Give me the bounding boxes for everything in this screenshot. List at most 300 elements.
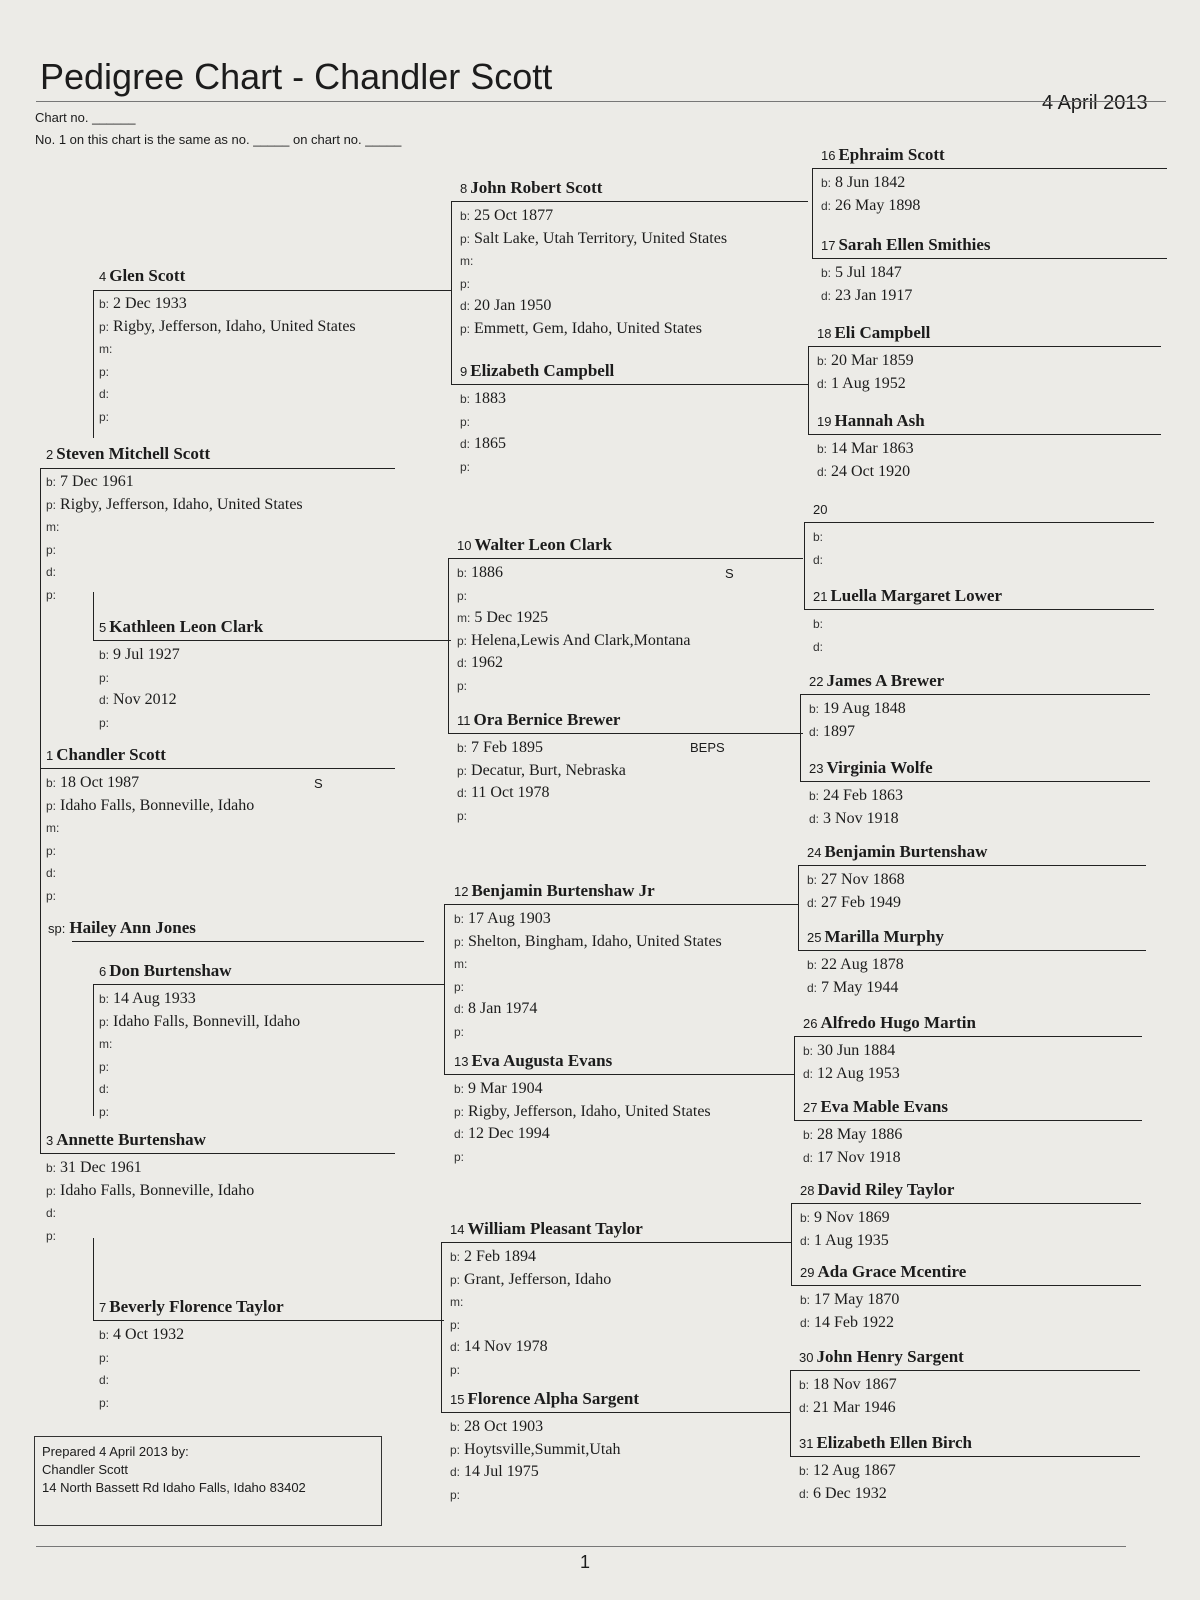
- person-name-text: Benjamin Burtenshaw: [824, 842, 988, 861]
- source-tag-10: S: [725, 566, 734, 581]
- event-label: m:: [46, 821, 60, 835]
- event-row: [450, 1416, 639, 1439]
- person-number: 18: [817, 326, 832, 341]
- person-name-text: Luella Margaret Lower: [830, 586, 1002, 605]
- person-name-text: James A Brewer: [826, 671, 945, 690]
- event-label: p:: [457, 808, 468, 823]
- event-label: p:: [450, 1362, 461, 1377]
- event-label: b:: [817, 442, 828, 456]
- event-value: 19 Aug 1848: [823, 700, 906, 717]
- event-row: [817, 350, 930, 373]
- person-name-text: John Robert Scott: [470, 178, 603, 197]
- event-label: d:: [460, 437, 471, 451]
- person-number: 8: [460, 181, 468, 196]
- person-name: [99, 961, 300, 982]
- event-row: [99, 667, 263, 690]
- event-label: d:: [460, 299, 471, 313]
- person-name: [457, 535, 691, 556]
- event-row: [460, 228, 727, 251]
- page-title: Pedigree Chart - Chandler Scott: [40, 56, 553, 97]
- event-row: [460, 433, 614, 456]
- event-row: [99, 316, 356, 339]
- person-name-text: Ada Grace Mcentire: [817, 1262, 967, 1281]
- event-row: [46, 1157, 254, 1180]
- event-row: [460, 318, 727, 341]
- person-name-text: Eva Mable Evans: [820, 1097, 948, 1116]
- prepared-line-2: Chandler Scott: [42, 1462, 128, 1477]
- event-value: 1962: [471, 654, 504, 671]
- event-value: 3 Nov 1918: [823, 809, 899, 827]
- person-number: 24: [807, 845, 822, 860]
- event-value: 4 Oct 1932: [113, 1326, 185, 1343]
- event-value: 12 Aug 1953: [817, 1064, 900, 1082]
- event-row: [457, 607, 691, 630]
- event-row: [807, 954, 944, 977]
- person-name-text: Elizabeth Ellen Birch: [816, 1433, 973, 1452]
- person-number: 3: [46, 1133, 54, 1148]
- event-value: 14 Nov 1978: [464, 1338, 548, 1355]
- event-label: p:: [454, 979, 465, 994]
- event-row: [809, 698, 944, 721]
- person-9: [460, 361, 614, 478]
- event-label: p:: [99, 409, 110, 424]
- event-value: 14 Feb 1922: [814, 1313, 895, 1331]
- event-value: 1865: [474, 435, 507, 452]
- event-label: p:: [457, 588, 468, 603]
- person-number: 16: [821, 148, 836, 163]
- event-label: b:: [813, 617, 824, 631]
- event-value: Rigby, Jefferson, Idaho, United States: [468, 1102, 711, 1120]
- bracket-14: [791, 1203, 792, 1285]
- event-value: Rigby, Jefferson, Idaho, United States: [60, 495, 303, 513]
- page-number: 1: [580, 1552, 591, 1572]
- event-label: p:: [457, 678, 468, 693]
- event-label: p:: [99, 319, 110, 334]
- person-number: 19: [817, 414, 832, 429]
- event-value: 7 Dec 1961: [60, 473, 134, 490]
- event-label: d:: [99, 1373, 110, 1387]
- prepared-line-3: 14 North Bassett Rd Idaho Falls, Idaho 83402: [42, 1480, 306, 1495]
- event-row: [46, 516, 303, 539]
- event-row: [813, 549, 830, 572]
- person-name: [450, 1219, 643, 1240]
- event-value: 7 Feb 1895: [471, 739, 544, 756]
- event-row: [454, 976, 722, 999]
- event-row: [799, 1397, 964, 1420]
- event-label: b:: [803, 1128, 814, 1142]
- person-25: [807, 927, 944, 999]
- person-name-text: Florence Alpha Sargent: [467, 1389, 640, 1408]
- person-name: [454, 1051, 711, 1072]
- event-label: b:: [46, 776, 57, 790]
- person-name: [46, 745, 254, 766]
- event-value: 7 May 1944: [821, 978, 899, 996]
- person-29: [800, 1262, 966, 1334]
- event-row: [454, 1101, 711, 1124]
- event-label: b:: [809, 702, 820, 716]
- event-row: [807, 892, 987, 915]
- event-label: d:: [799, 1400, 810, 1415]
- event-row: [813, 613, 1002, 636]
- bracket-10: [804, 522, 805, 609]
- bracket-12: [798, 865, 799, 950]
- event-row: [457, 585, 691, 608]
- event-row: [46, 494, 303, 517]
- person-27: [803, 1097, 948, 1169]
- bracket-11: [800, 694, 801, 781]
- event-label: p:: [460, 459, 471, 474]
- event-row: [817, 461, 925, 484]
- event-label: b:: [460, 209, 471, 223]
- event-label: d:: [454, 1127, 465, 1141]
- person-30: [799, 1347, 964, 1419]
- event-row: [800, 1230, 954, 1253]
- event-value: 12 Dec 1994: [468, 1125, 550, 1142]
- person-26: [803, 1013, 976, 1085]
- event-label: d:: [803, 1150, 814, 1165]
- event-value: Decatur, Burt, Nebraska: [471, 761, 626, 779]
- person-number: 11: [457, 713, 471, 728]
- event-label: b:: [803, 1044, 814, 1058]
- event-row: [450, 1291, 643, 1314]
- event-row: [803, 1040, 976, 1063]
- event-value: Hoytsville,Summit,Utah: [464, 1440, 621, 1458]
- bracket-5: [448, 558, 449, 733]
- person-name-text: Ora Bernice Brewer: [473, 710, 621, 729]
- event-label: b:: [46, 475, 57, 489]
- event-label: p:: [46, 497, 57, 512]
- event-label: d:: [46, 1206, 57, 1220]
- event-label: p:: [450, 1272, 461, 1287]
- event-value: 9 Jul 1927: [113, 646, 180, 663]
- person-number: 7: [99, 1300, 107, 1315]
- event-value: Idaho Falls, Bonneville, Idaho: [60, 796, 255, 814]
- event-row: [450, 1439, 639, 1462]
- spouse: [48, 918, 196, 938]
- event-label: p:: [99, 670, 110, 685]
- person-6: [99, 961, 300, 1123]
- person-name-text: Kathleen Leon Clark: [109, 617, 264, 636]
- person-name-text: Eli Campbell: [834, 323, 931, 342]
- person-name-text: Glen Scott: [109, 266, 186, 285]
- event-value: 20 Mar 1859: [831, 352, 914, 369]
- event-label: d:: [809, 811, 820, 826]
- event-label: d:: [813, 552, 824, 567]
- person-name-text: Beverly Florence Taylor: [109, 1297, 284, 1316]
- event-row: [457, 630, 691, 653]
- person-7: [99, 1297, 284, 1414]
- event-label: p:: [99, 1104, 110, 1119]
- event-value: Idaho Falls, Bonneville, Idaho: [60, 1181, 255, 1199]
- event-row: [99, 644, 263, 667]
- event-row: [450, 1461, 639, 1484]
- event-value: 17 Nov 1918: [817, 1148, 901, 1166]
- event-label: p:: [454, 934, 465, 949]
- event-row: [450, 1269, 643, 1292]
- event-label: m:: [99, 1037, 113, 1051]
- event-label: p:: [46, 888, 57, 903]
- event-label: d:: [450, 1340, 461, 1354]
- event-label: d:: [457, 656, 468, 670]
- event-label: p:: [46, 1228, 57, 1243]
- event-label: d:: [450, 1465, 461, 1479]
- person-name: [813, 586, 1002, 607]
- event-label: p:: [46, 542, 57, 557]
- person-11: [457, 710, 626, 827]
- event-label: b:: [809, 789, 820, 803]
- event-label: d:: [813, 639, 824, 654]
- event-row: [807, 869, 987, 892]
- event-label: d:: [46, 866, 57, 880]
- person-20: [813, 499, 830, 571]
- event-value: 25 Oct 1877: [474, 207, 554, 224]
- event-value: 9 Nov 1869: [814, 1209, 890, 1226]
- event-row: [460, 273, 727, 296]
- event-row: [46, 584, 303, 607]
- event-label: b:: [460, 392, 471, 406]
- event-row: [803, 1124, 948, 1147]
- event-label: d:: [821, 198, 832, 213]
- person-name: [817, 411, 925, 432]
- person-21: [813, 586, 1002, 658]
- event-label: b:: [807, 873, 818, 887]
- event-label: p:: [454, 1024, 465, 1039]
- event-row: [99, 1392, 284, 1415]
- event-row: [821, 262, 991, 285]
- event-row: [454, 1021, 722, 1044]
- person-name: [821, 145, 945, 166]
- event-row: [809, 785, 933, 808]
- person-number: 12: [454, 884, 469, 899]
- person-number: 13: [454, 1054, 469, 1069]
- event-label: b:: [454, 912, 465, 926]
- person-name-text: Chandler Scott: [56, 745, 166, 764]
- event-row: [46, 1225, 254, 1248]
- footer-rule: [36, 1546, 1126, 1547]
- spouse-line: [72, 941, 424, 942]
- person-number: 5: [99, 620, 107, 635]
- person-number: 6: [99, 964, 107, 979]
- event-label: d:: [800, 1233, 811, 1248]
- event-value: 1 Aug 1952: [831, 374, 906, 392]
- event-label: d:: [809, 724, 820, 739]
- event-value: 24 Oct 1920: [831, 462, 911, 480]
- line-20: [804, 522, 1154, 523]
- event-label: d:: [99, 387, 110, 401]
- event-row: [99, 1101, 300, 1124]
- bracket-6: [444, 904, 445, 1074]
- event-row: [800, 1207, 954, 1230]
- event-label: d:: [800, 1315, 811, 1330]
- person-name: [821, 235, 991, 256]
- bracket-1: [40, 468, 41, 1153]
- person-number: 15: [450, 1392, 465, 1407]
- event-row: [457, 782, 626, 805]
- source-tag-1: S: [314, 776, 323, 791]
- person-24: [807, 842, 987, 914]
- event-row: [99, 1347, 284, 1370]
- person-number: 25: [807, 930, 822, 945]
- person-name: [817, 323, 930, 344]
- person-number: 23: [809, 761, 824, 776]
- event-label: b:: [99, 648, 110, 662]
- event-label: p:: [99, 1014, 110, 1029]
- person-name: [454, 881, 722, 902]
- event-label: d:: [799, 1486, 810, 1501]
- person-5: [99, 617, 263, 734]
- person-name: [799, 1347, 964, 1368]
- event-row: [813, 526, 830, 549]
- event-label: b:: [99, 992, 110, 1006]
- event-value: 27 Feb 1949: [821, 893, 902, 911]
- chart-date: 4 April 2013: [1042, 92, 1148, 114]
- person-name: [803, 1013, 976, 1034]
- person-17: [821, 235, 991, 307]
- event-label: b:: [46, 1161, 57, 1175]
- event-label: p:: [454, 1104, 465, 1119]
- event-value: 18 Nov 1867: [813, 1376, 897, 1393]
- person-number: 28: [800, 1183, 815, 1198]
- person-2: [46, 444, 303, 606]
- event-label: p:: [99, 1350, 110, 1365]
- event-row: [46, 1180, 254, 1203]
- person-name: [800, 1262, 966, 1283]
- event-row: [457, 737, 626, 760]
- event-row: [99, 1033, 300, 1056]
- event-label: m:: [460, 254, 474, 268]
- event-row: [821, 285, 991, 308]
- event-row: [454, 998, 722, 1021]
- event-row: [99, 1078, 300, 1101]
- person-number: 10: [457, 538, 472, 553]
- event-row: [809, 808, 933, 831]
- person-13: [454, 1051, 711, 1168]
- prepared-line-1: Prepared 4 April 2013 by:: [42, 1444, 189, 1459]
- event-value: 8 Jan 1974: [468, 1000, 538, 1017]
- person-name: [460, 361, 614, 382]
- event-row: [457, 760, 626, 783]
- event-label: b:: [450, 1250, 461, 1264]
- event-row: [99, 1011, 300, 1034]
- event-row: [46, 471, 303, 494]
- event-label: d:: [99, 1082, 110, 1096]
- event-value: Idaho Falls, Bonnevill, Idaho: [113, 1012, 301, 1030]
- person-12: [454, 881, 722, 1043]
- event-value: 21 Mar 1946: [813, 1398, 896, 1416]
- person-1: [46, 745, 254, 907]
- event-row: [454, 908, 722, 931]
- event-label: d:: [454, 1002, 465, 1016]
- event-label: p:: [460, 321, 471, 336]
- person-name-text: Sarah Ellen Smithies: [838, 235, 991, 254]
- person-number: 21: [813, 589, 828, 604]
- event-row: [99, 1369, 284, 1392]
- person-name: [99, 1297, 284, 1318]
- person-number: 30: [799, 1350, 814, 1365]
- bracket-7: [441, 1242, 442, 1412]
- person-4: [99, 266, 356, 428]
- event-row: [99, 1324, 284, 1347]
- same-as-label: No. 1 on this chart is the same as no. _____ on chart no. _____: [35, 132, 402, 147]
- event-row: [460, 250, 727, 273]
- event-row: [799, 1460, 972, 1483]
- person-name-text: Elizabeth Campbell: [470, 361, 615, 380]
- event-label: d:: [807, 895, 818, 910]
- event-row: [99, 406, 356, 429]
- event-value: 28 May 1886: [817, 1126, 903, 1143]
- person-number: 14: [450, 1222, 465, 1237]
- event-value: 5 Jul 1847: [835, 264, 902, 281]
- event-row: [450, 1314, 643, 1337]
- event-value: 6 Dec 1932: [813, 1484, 887, 1502]
- event-value: 31 Dec 1961: [60, 1159, 142, 1176]
- event-value: 14 Jul 1975: [464, 1463, 539, 1480]
- person-name: [807, 842, 987, 863]
- person-number: 4: [99, 269, 107, 284]
- event-row: [450, 1246, 643, 1269]
- event-label: d:: [817, 464, 828, 479]
- event-label: b:: [821, 176, 832, 190]
- person-name-text: Hannah Ash: [834, 411, 925, 430]
- event-row: [799, 1483, 972, 1506]
- event-label: p:: [457, 633, 468, 648]
- prepared-box: [34, 1436, 382, 1526]
- event-label: b:: [800, 1293, 811, 1307]
- person-name: [803, 1097, 948, 1118]
- event-label: b:: [450, 1420, 461, 1434]
- person-14: [450, 1219, 643, 1381]
- person-name-text: Marilla Murphy: [824, 927, 944, 946]
- event-label: p:: [99, 1059, 110, 1074]
- person-22: [809, 671, 944, 743]
- event-value: 27 Nov 1868: [821, 871, 905, 888]
- event-row: [450, 1484, 639, 1507]
- person-3: [46, 1130, 254, 1247]
- person-number: 29: [800, 1265, 815, 1280]
- person-name: [807, 927, 944, 948]
- event-label: b:: [454, 1082, 465, 1096]
- event-row: [457, 562, 691, 585]
- event-label: b:: [813, 530, 824, 544]
- person-name-text: Virginia Wolfe: [826, 758, 933, 777]
- event-row: [457, 652, 691, 675]
- person-name-text: Eva Augusta Evans: [471, 1051, 613, 1070]
- event-label: b:: [800, 1211, 811, 1225]
- person-number: 9: [460, 364, 468, 379]
- event-row: [807, 977, 944, 1000]
- event-row: [817, 373, 930, 396]
- event-row: [803, 1063, 976, 1086]
- event-value: 17 Aug 1903: [468, 910, 551, 927]
- person-name-text: Don Burtenshaw: [109, 961, 232, 980]
- chart-no-label: Chart no. ______: [35, 110, 136, 125]
- event-value: 24 Feb 1863: [823, 787, 904, 804]
- event-row: [460, 205, 727, 228]
- person-number: 27: [803, 1100, 818, 1115]
- person-name: [450, 1389, 639, 1410]
- person-name: [813, 499, 830, 520]
- event-row: [99, 383, 356, 406]
- event-value: 14 Aug 1933: [113, 990, 196, 1007]
- event-label: d:: [457, 786, 468, 800]
- person-name-text: Alfredo Hugo Martin: [820, 1013, 976, 1032]
- person-19: [817, 411, 925, 483]
- event-value: 23 Jan 1917: [835, 286, 913, 304]
- event-row: [809, 721, 944, 744]
- event-label: p:: [450, 1442, 461, 1457]
- event-value: 30 Jun 1884: [817, 1042, 896, 1059]
- event-label: p:: [460, 231, 471, 246]
